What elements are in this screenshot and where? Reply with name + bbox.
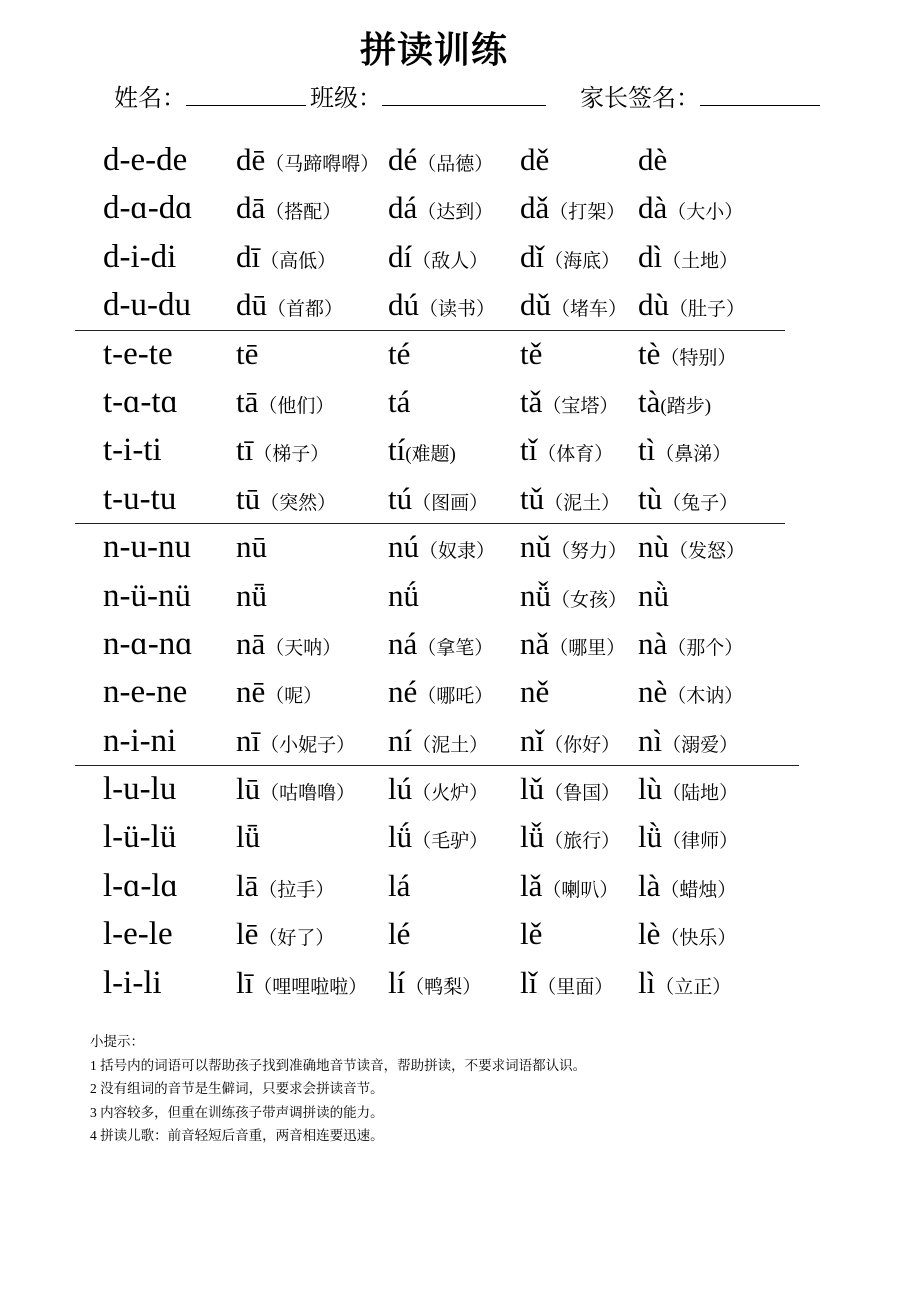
page-title: 拼读训练 (359, 30, 508, 70)
example-word: （泥土） (412, 734, 489, 756)
tone-syllable: nā (236, 625, 266, 661)
example-word: （哪吒） (417, 686, 494, 708)
name-blank[interactable] (186, 83, 306, 106)
tone-syllable: tě (520, 335, 543, 371)
tone-syllable: lī (236, 964, 254, 1000)
syllable-cell (236, 481, 336, 517)
pinyin-drill-table (0, 138, 920, 1009)
syllable-cell (236, 384, 334, 420)
tone-syllable: lé (388, 916, 411, 952)
syllable-cell (520, 965, 613, 1001)
syllable-cell (388, 287, 495, 323)
drill-row (0, 477, 920, 525)
example-word: （哩哩啦啦） (253, 976, 368, 998)
syllable-cell (520, 916, 542, 952)
tone-syllable: nī (236, 722, 261, 758)
syllable-cell (638, 190, 743, 226)
example-word: （咕噜噜） (260, 783, 356, 805)
tone-syllable: tē (236, 335, 259, 371)
syllable-cell (388, 481, 488, 517)
tone-syllable: dì (638, 238, 663, 274)
tone-syllable: lē (236, 916, 259, 952)
tone-syllable: dè (638, 142, 668, 177)
example-word: （马蹄嘚嘚） (265, 154, 380, 175)
student-info-line (114, 78, 854, 113)
spelling-formula: d-i-di (103, 238, 177, 275)
syllable-cell (638, 384, 711, 420)
example-word: （图画） (412, 492, 489, 514)
syllable-cell (388, 723, 488, 759)
syllable-cell (236, 336, 258, 372)
syllable-cell (520, 432, 613, 468)
syllable-cell (520, 626, 625, 662)
example-word: （哪里） (549, 637, 626, 659)
syllable-cell (520, 819, 620, 855)
syllable-cell (388, 916, 410, 952)
spelling-formula: l-u-lu (103, 771, 177, 808)
tone-syllable: nì (638, 722, 663, 758)
tip-item: 4 拼读儿歌：前音轻短后音重，两音相连要迅速。 (90, 1128, 384, 1143)
example-word: （发怒） (669, 541, 746, 563)
syllable-cell (638, 432, 731, 468)
tone-syllable: nà (638, 625, 668, 661)
drill-row (0, 719, 920, 767)
tone-syllable: lá (388, 867, 411, 903)
spelling-formula: n-u-nu (103, 529, 191, 566)
example-word: （鼻涕） (655, 444, 732, 466)
spelling-formula: n-ü-nü (103, 577, 191, 614)
tone-syllable: nǚ (520, 577, 551, 613)
syllable-cell (638, 287, 745, 323)
example-word: （达到） (417, 202, 494, 224)
syllable-cell (236, 916, 334, 952)
example-word: （首都） (267, 299, 344, 321)
tone-syllable: lì (638, 964, 656, 1000)
syllable-cell (638, 142, 667, 178)
tone-syllable: lǜ (638, 819, 663, 855)
syllable-cell (236, 819, 260, 855)
example-word: （海底） (544, 250, 621, 272)
syllable-cell (236, 965, 367, 1001)
example-word: （肚子） (669, 299, 746, 321)
syllable-cell (638, 674, 743, 710)
syllable-cell (388, 239, 488, 275)
tone-syllable: lí (388, 964, 406, 1000)
syllable-cell (388, 529, 495, 565)
example-word: （兔子） (662, 492, 739, 514)
syllable-cell (236, 868, 334, 904)
syllable-cell (388, 384, 410, 420)
example-word: （旅行） (544, 831, 621, 853)
drill-row (0, 670, 920, 718)
group-divider (75, 765, 799, 766)
syllable-cell (236, 239, 336, 275)
syllable-cell (236, 674, 322, 710)
tip-item: 1 括号内的词语可以帮助孩子找到准确地音节读音，帮助拼读，不要求词语都认识。 (90, 1057, 587, 1073)
syllable-cell (520, 674, 549, 710)
spelling-formula: d-u-du (103, 287, 191, 324)
syllable-cell (236, 287, 343, 323)
example-word: （溺爱） (662, 734, 739, 756)
example-word: （好了） (258, 928, 335, 950)
syllable-cell (520, 142, 549, 178)
example-word: （女孩） (551, 589, 628, 611)
tone-syllable: dǎ (520, 190, 550, 226)
drill-row (0, 332, 920, 380)
tone-syllable: lǎ (520, 867, 543, 903)
syllable-cell (236, 626, 341, 662)
tone-syllable: tí (388, 432, 406, 468)
tone-syllable: nǎ (520, 625, 550, 661)
drill-row (0, 138, 920, 186)
example-word: （泥土） (544, 492, 621, 514)
tone-syllable: lù (638, 771, 663, 807)
syllable-cell (388, 771, 488, 807)
example-word: （拉手） (258, 879, 335, 901)
tone-syllable: dù (638, 287, 669, 323)
example-word: （搭配） (265, 202, 342, 224)
drill-row (0, 961, 920, 1009)
example-word: （敌人） (412, 250, 489, 272)
syllable-cell (388, 868, 410, 904)
syllable-cell (388, 674, 493, 710)
tone-syllable: nū (236, 529, 267, 565)
syllable-cell (236, 432, 329, 468)
example-word: （体育） (537, 444, 614, 466)
example-word: （毛驴） (412, 831, 489, 853)
tone-syllable: lū (236, 771, 261, 807)
spelling-formula: n-ɑ-nɑ (103, 625, 193, 662)
tone-syllable: dí (388, 238, 413, 274)
drill-row (0, 864, 920, 912)
example-word: （品德） (417, 154, 494, 175)
drill-row (0, 283, 920, 331)
group-divider (75, 330, 785, 331)
syllable-cell (520, 529, 627, 565)
tone-syllable: dǐ (520, 238, 545, 274)
spelling-formula: l-i-li (103, 964, 162, 1001)
class-blank[interactable] (382, 83, 546, 106)
example-word: （突然） (260, 492, 337, 514)
syllable-cell (520, 384, 618, 420)
spelling-formula: n-e-ne (103, 674, 188, 711)
spelling-formula: t-u-tu (103, 480, 177, 517)
syllable-cell (520, 723, 620, 759)
tone-syllable: tū (236, 480, 261, 516)
group-divider (75, 523, 785, 524)
syllable-cell (520, 287, 627, 323)
tone-syllable: tù (638, 480, 663, 516)
tone-syllable: nē (236, 674, 266, 710)
example-word: （高低） (260, 250, 337, 272)
example-word: （堵车） (551, 299, 628, 321)
tone-syllable: né (388, 674, 418, 710)
spelling-formula: t-e-te (103, 335, 173, 372)
spelling-formula: t-ɑ-tɑ (103, 383, 178, 420)
tone-syllable: tú (388, 480, 413, 516)
spelling-formula: l-e-le (103, 916, 173, 953)
example-word: （土地） (662, 250, 739, 272)
syllable-cell (388, 819, 488, 855)
example-word: （陆地） (662, 783, 739, 805)
example-word: （奴隶） (419, 541, 496, 563)
example-word: （那个） (667, 637, 744, 659)
syllable-cell (388, 626, 493, 662)
syllable-cell (520, 771, 620, 807)
syllable-cell (236, 578, 267, 614)
drill-row (0, 380, 920, 428)
syllable-cell (388, 190, 493, 226)
drill-row (0, 186, 920, 234)
example-word: （天呐） (265, 637, 342, 659)
spelling-formula: l-ü-lü (103, 819, 177, 856)
example-word: （呢） (265, 686, 323, 708)
tips-heading: 小提示： (90, 1034, 144, 1049)
tone-syllable: té (388, 335, 411, 371)
syllable-cell (638, 481, 738, 517)
example-word: （努力） (551, 541, 628, 563)
tone-syllable: tì (638, 432, 656, 468)
tone-syllable: tǔ (520, 480, 545, 516)
tone-syllable: lú (388, 771, 413, 807)
tone-syllable: nǔ (520, 529, 551, 565)
syllable-cell (638, 771, 738, 807)
syllable-cell (520, 190, 625, 226)
syllable-cell (388, 336, 410, 372)
tone-syllable: nǖ (236, 577, 267, 613)
syllable-cell (638, 916, 736, 952)
tone-syllable: lè (638, 916, 661, 952)
syllable-cell (638, 336, 736, 372)
example-word: （大小） (667, 202, 744, 224)
tone-syllable: nù (638, 529, 669, 565)
drill-row (0, 622, 920, 670)
syllable-cell (520, 868, 618, 904)
tone-syllable: lě (520, 916, 543, 952)
syllable-cell (236, 723, 355, 759)
tone-syllable: dú (388, 287, 419, 323)
drill-row (0, 235, 920, 283)
tone-syllable: lā (236, 867, 259, 903)
example-word: (难题) (405, 444, 456, 466)
syllable-cell (236, 142, 379, 178)
tone-syllable: nè (638, 674, 668, 710)
tone-syllable: tá (388, 383, 411, 419)
syllable-cell (638, 578, 669, 614)
syllable-cell (638, 723, 738, 759)
drill-row (0, 428, 920, 476)
syllable-cell (388, 578, 419, 614)
tone-syllable: dǔ (520, 287, 551, 323)
example-word: （他们） (258, 395, 335, 417)
tone-syllable: dū (236, 287, 267, 323)
syllable-cell (520, 239, 620, 275)
syllable-cell (388, 432, 456, 468)
tone-syllable: dě (520, 142, 550, 177)
example-word: （律师） (662, 831, 739, 853)
parent-signature-blank[interactable] (700, 83, 820, 106)
syllable-cell (520, 578, 627, 614)
tone-syllable: dá (388, 190, 418, 226)
example-word: （宝塔） (542, 395, 619, 417)
drill-row (0, 912, 920, 960)
tone-syllable: tǐ (520, 432, 538, 468)
syllable-cell (638, 529, 745, 565)
example-word: （快乐） (660, 928, 737, 950)
example-word: （里面） (537, 976, 614, 998)
tips-section (90, 1030, 586, 1148)
spelling-formula: d-ɑ-dɑ (103, 190, 193, 227)
syllable-cell (638, 626, 743, 662)
tone-syllable: tǎ (520, 383, 543, 419)
example-word: （读书） (419, 299, 496, 321)
tone-syllable: dà (638, 190, 668, 226)
tone-syllable: lǚ (520, 819, 545, 855)
spelling-formula: l-ɑ-lɑ (103, 867, 178, 904)
drill-row (0, 767, 920, 815)
tone-syllable: lǘ (388, 819, 413, 855)
tone-syllable: ně (520, 674, 550, 710)
tone-syllable: dī (236, 238, 261, 274)
example-word: （小妮子） (260, 734, 356, 756)
tone-syllable: là (638, 867, 661, 903)
example-word: (踏步) (660, 395, 712, 417)
syllable-cell (638, 239, 738, 275)
tone-syllable: nǐ (520, 722, 545, 758)
example-word: （木讷） (667, 686, 744, 708)
syllable-cell (520, 481, 620, 517)
syllable-cell (638, 868, 736, 904)
syllable-cell (236, 190, 341, 226)
example-word: （你好） (544, 734, 621, 756)
example-word: （鸭梨） (405, 976, 482, 998)
syllable-cell (236, 771, 355, 807)
name-label: 姓名： (114, 86, 186, 112)
tip-item: 2 没有组词的音节是生僻词，只要求会拼读音节。 (90, 1081, 384, 1096)
tone-syllable: lǔ (520, 771, 545, 807)
example-word: （火炉） (412, 783, 489, 805)
example-word: （打架） (549, 202, 626, 224)
example-word: （鲁国） (544, 783, 621, 805)
tone-syllable: dé (388, 142, 418, 177)
drill-row (0, 815, 920, 863)
syllable-cell (638, 965, 731, 1001)
example-word: （拿笔） (417, 637, 494, 659)
tone-syllable: ní (388, 722, 413, 758)
tone-syllable: nú (388, 529, 419, 565)
tone-syllable: dā (236, 190, 266, 226)
spelling-formula: n-i-ni (103, 722, 177, 759)
tone-syllable: lǐ (520, 964, 538, 1000)
syllable-cell (388, 965, 481, 1001)
tone-syllable: tà (638, 383, 661, 419)
example-word: （特别） (660, 347, 737, 369)
tone-syllable: nǜ (638, 577, 669, 613)
class-label: 班级： (310, 86, 382, 112)
example-word: （立正） (655, 976, 732, 998)
syllable-cell (638, 819, 738, 855)
spelling-formula: d-e-de (103, 142, 188, 178)
example-word: （梯子） (253, 444, 330, 466)
tone-syllable: tī (236, 432, 254, 468)
tone-syllable: lǖ (236, 819, 261, 855)
example-word: （蜡烛） (660, 879, 737, 901)
tone-syllable: ná (388, 625, 418, 661)
spelling-formula: t-i-ti (103, 432, 162, 469)
drill-row (0, 574, 920, 622)
tone-syllable: tè (638, 335, 661, 371)
syllable-cell (388, 142, 493, 178)
syllable-cell (236, 529, 267, 565)
example-word: （喇叭） (542, 879, 619, 901)
tone-syllable: nǘ (388, 577, 419, 613)
tone-syllable: dē (236, 142, 266, 177)
syllable-cell (520, 336, 542, 372)
tone-syllable: tā (236, 383, 259, 419)
drill-row (0, 525, 920, 573)
parent-signature-label: 家长签名： (580, 86, 700, 112)
tip-item: 3 内容较多，但重在训练孩子带声调拼读的能力。 (90, 1104, 384, 1120)
